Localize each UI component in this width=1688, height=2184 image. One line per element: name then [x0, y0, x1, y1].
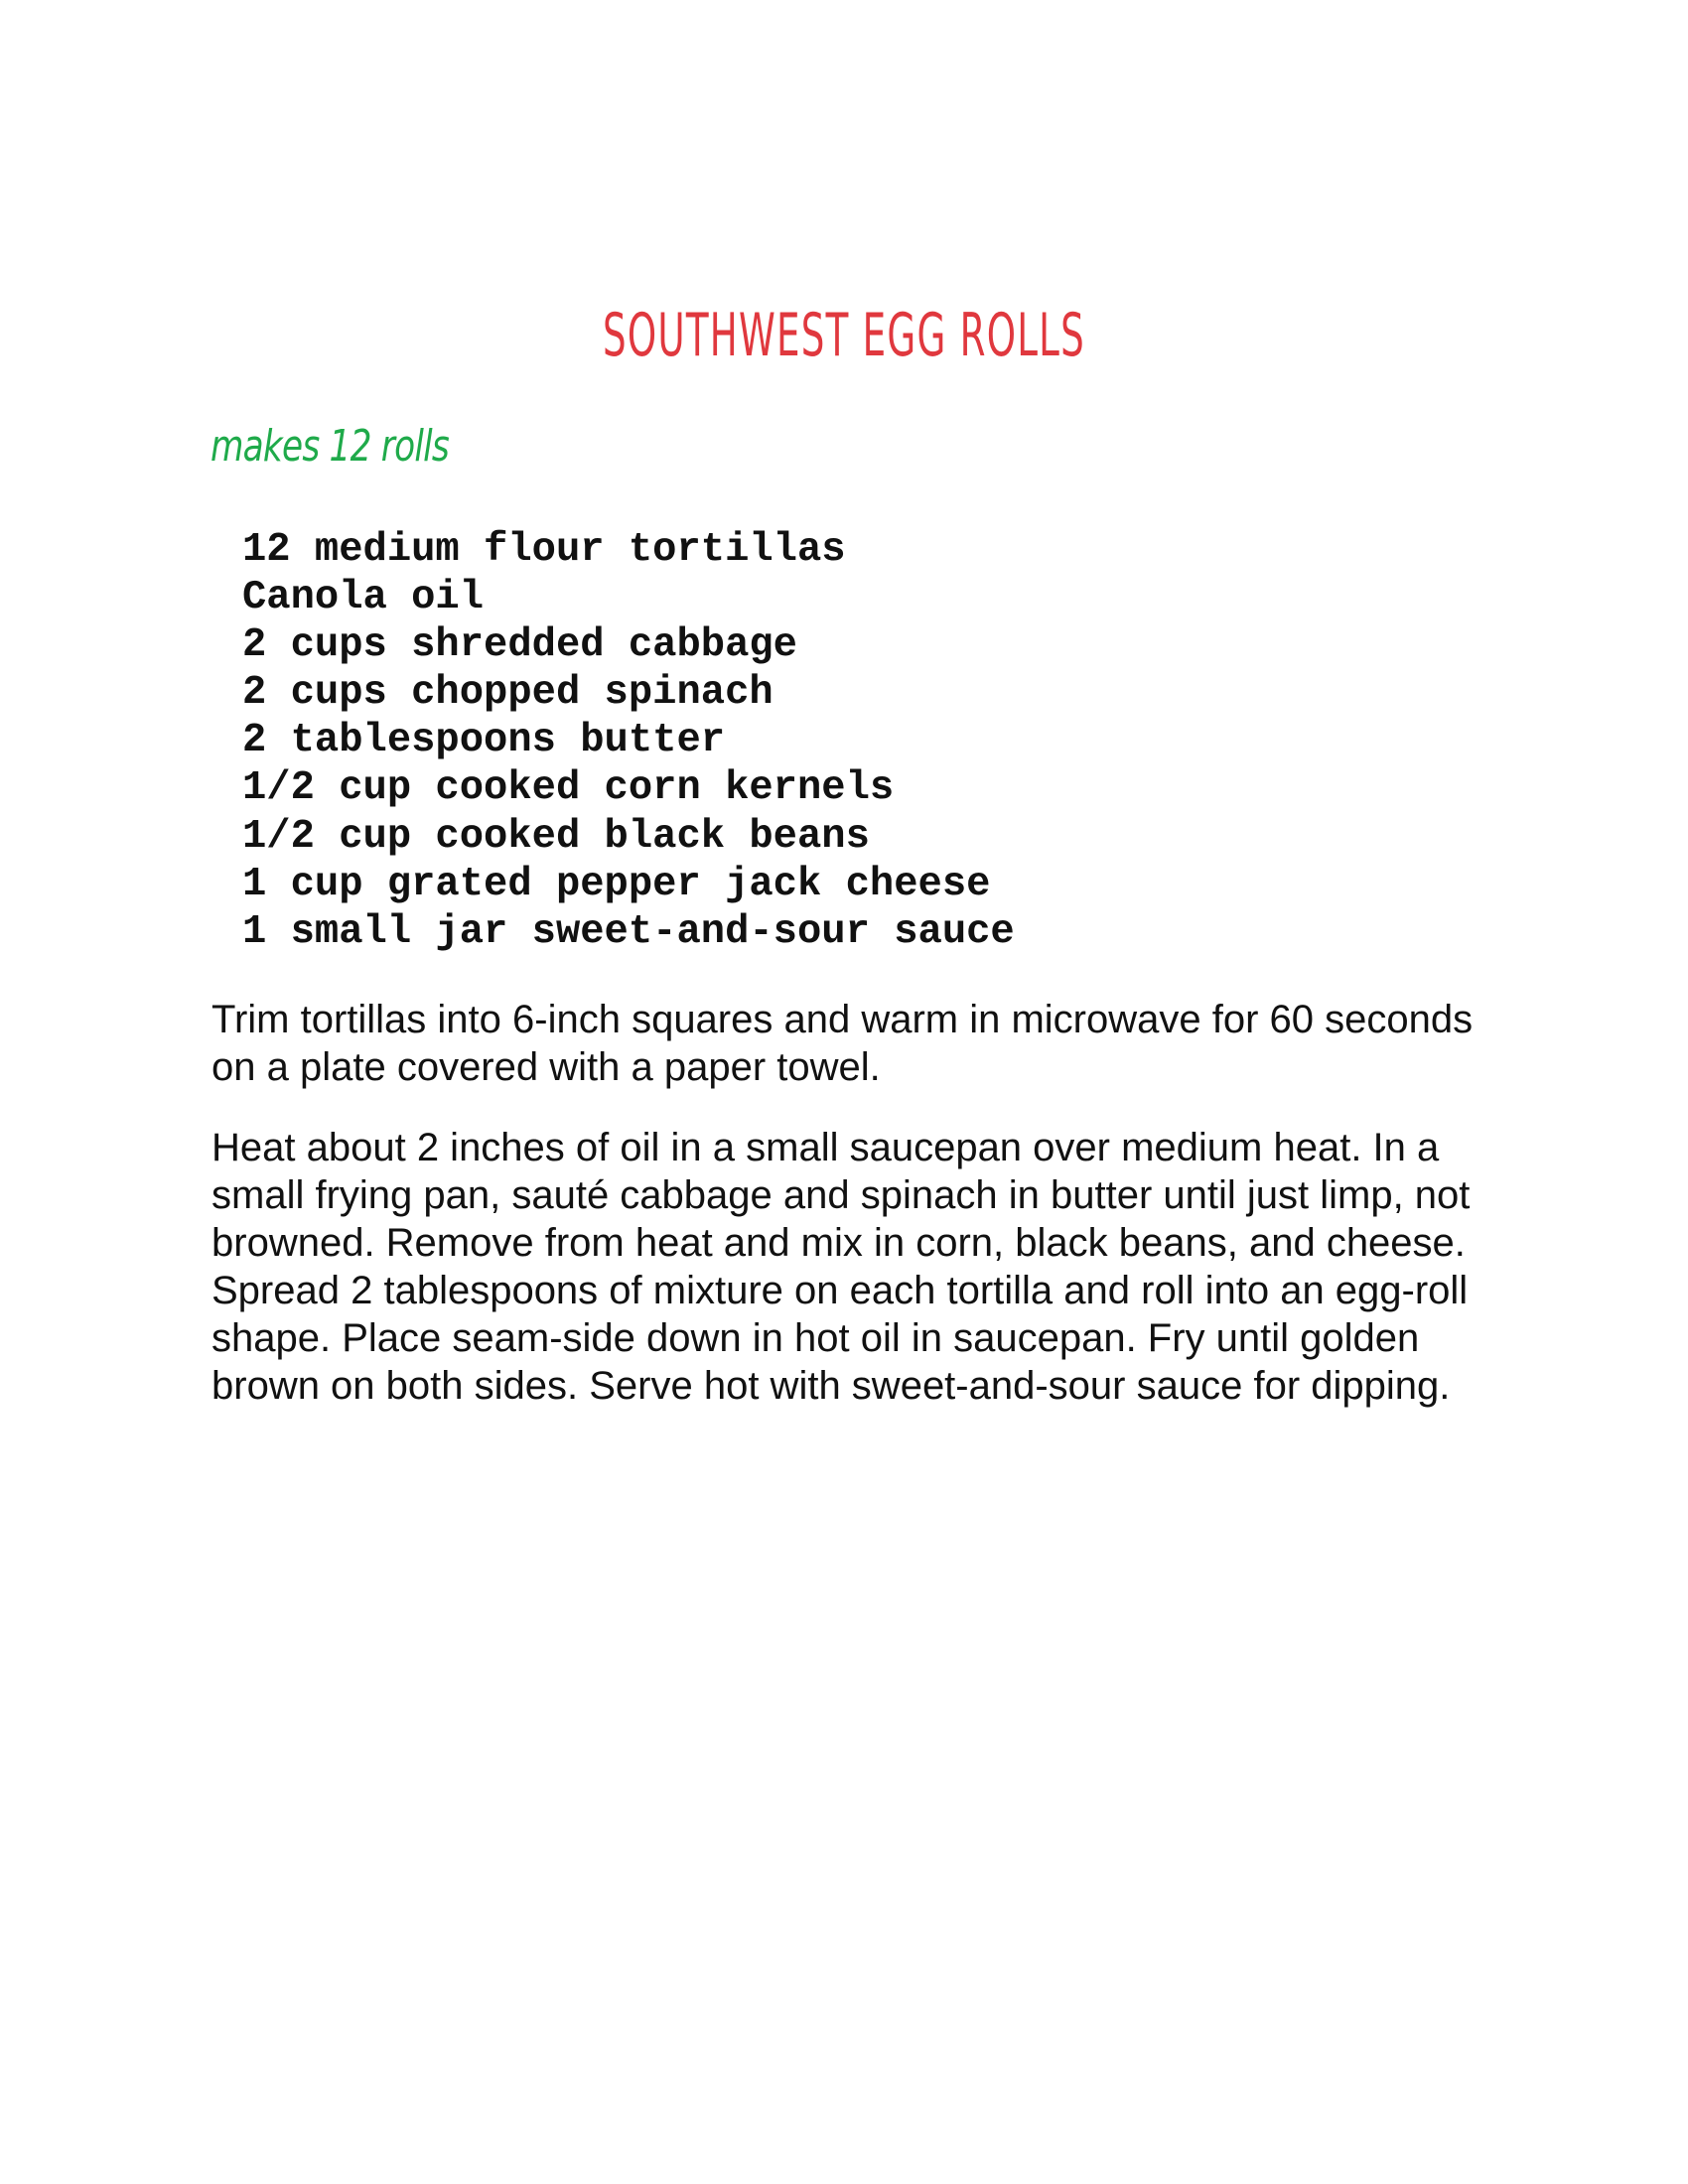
ingredient-item: 1 cup grated pepper jack cheese [242, 861, 991, 907]
ingredient-item: 1/2 cup cooked corn kernels [242, 765, 895, 812]
ingredient-list [242, 526, 1015, 956]
ingredient-item: 1/2 cup cooked black beans [242, 813, 870, 860]
directions [211, 996, 1492, 1410]
recipe-yield: makes 12 rolls [211, 421, 449, 472]
recipe-title: SOUTHWEST EGG ROLLS [602, 301, 1086, 371]
ingredient-item: 2 tablespoons butter [242, 718, 726, 764]
ingredient-item: Canola oil [242, 575, 485, 621]
ingredient-item: 2 cups chopped spinach [242, 670, 774, 717]
ingredient-item: 12 medium flour tortillas [242, 527, 846, 573]
direction-paragraph: Trim tortillas into 6-inch squares and warm in microwave for 60 seconds on a plate covered with a paper towel. [211, 998, 1474, 1089]
ingredient-item: 2 cups shredded cabbage [242, 622, 797, 669]
direction-paragraph: Heat about 2 inches of oil in a small saucepan over medium heat. In a small frying pan, sauté cabbage and spinach in butter until just limp, not browned. Remove from heat and mix in corn, black beans, and cheese. Spread 2 tablespoons of mixture on each tortilla and roll into an egg-roll shape. Place seam-side down in hot oil in saucepan. Fry until golden brown on both sides. Serve hot with sweet-and-sour sauce for dipping. [211, 1126, 1471, 1408]
ingredient-item: 1 small jar sweet-and-sour sauce [242, 908, 1015, 955]
